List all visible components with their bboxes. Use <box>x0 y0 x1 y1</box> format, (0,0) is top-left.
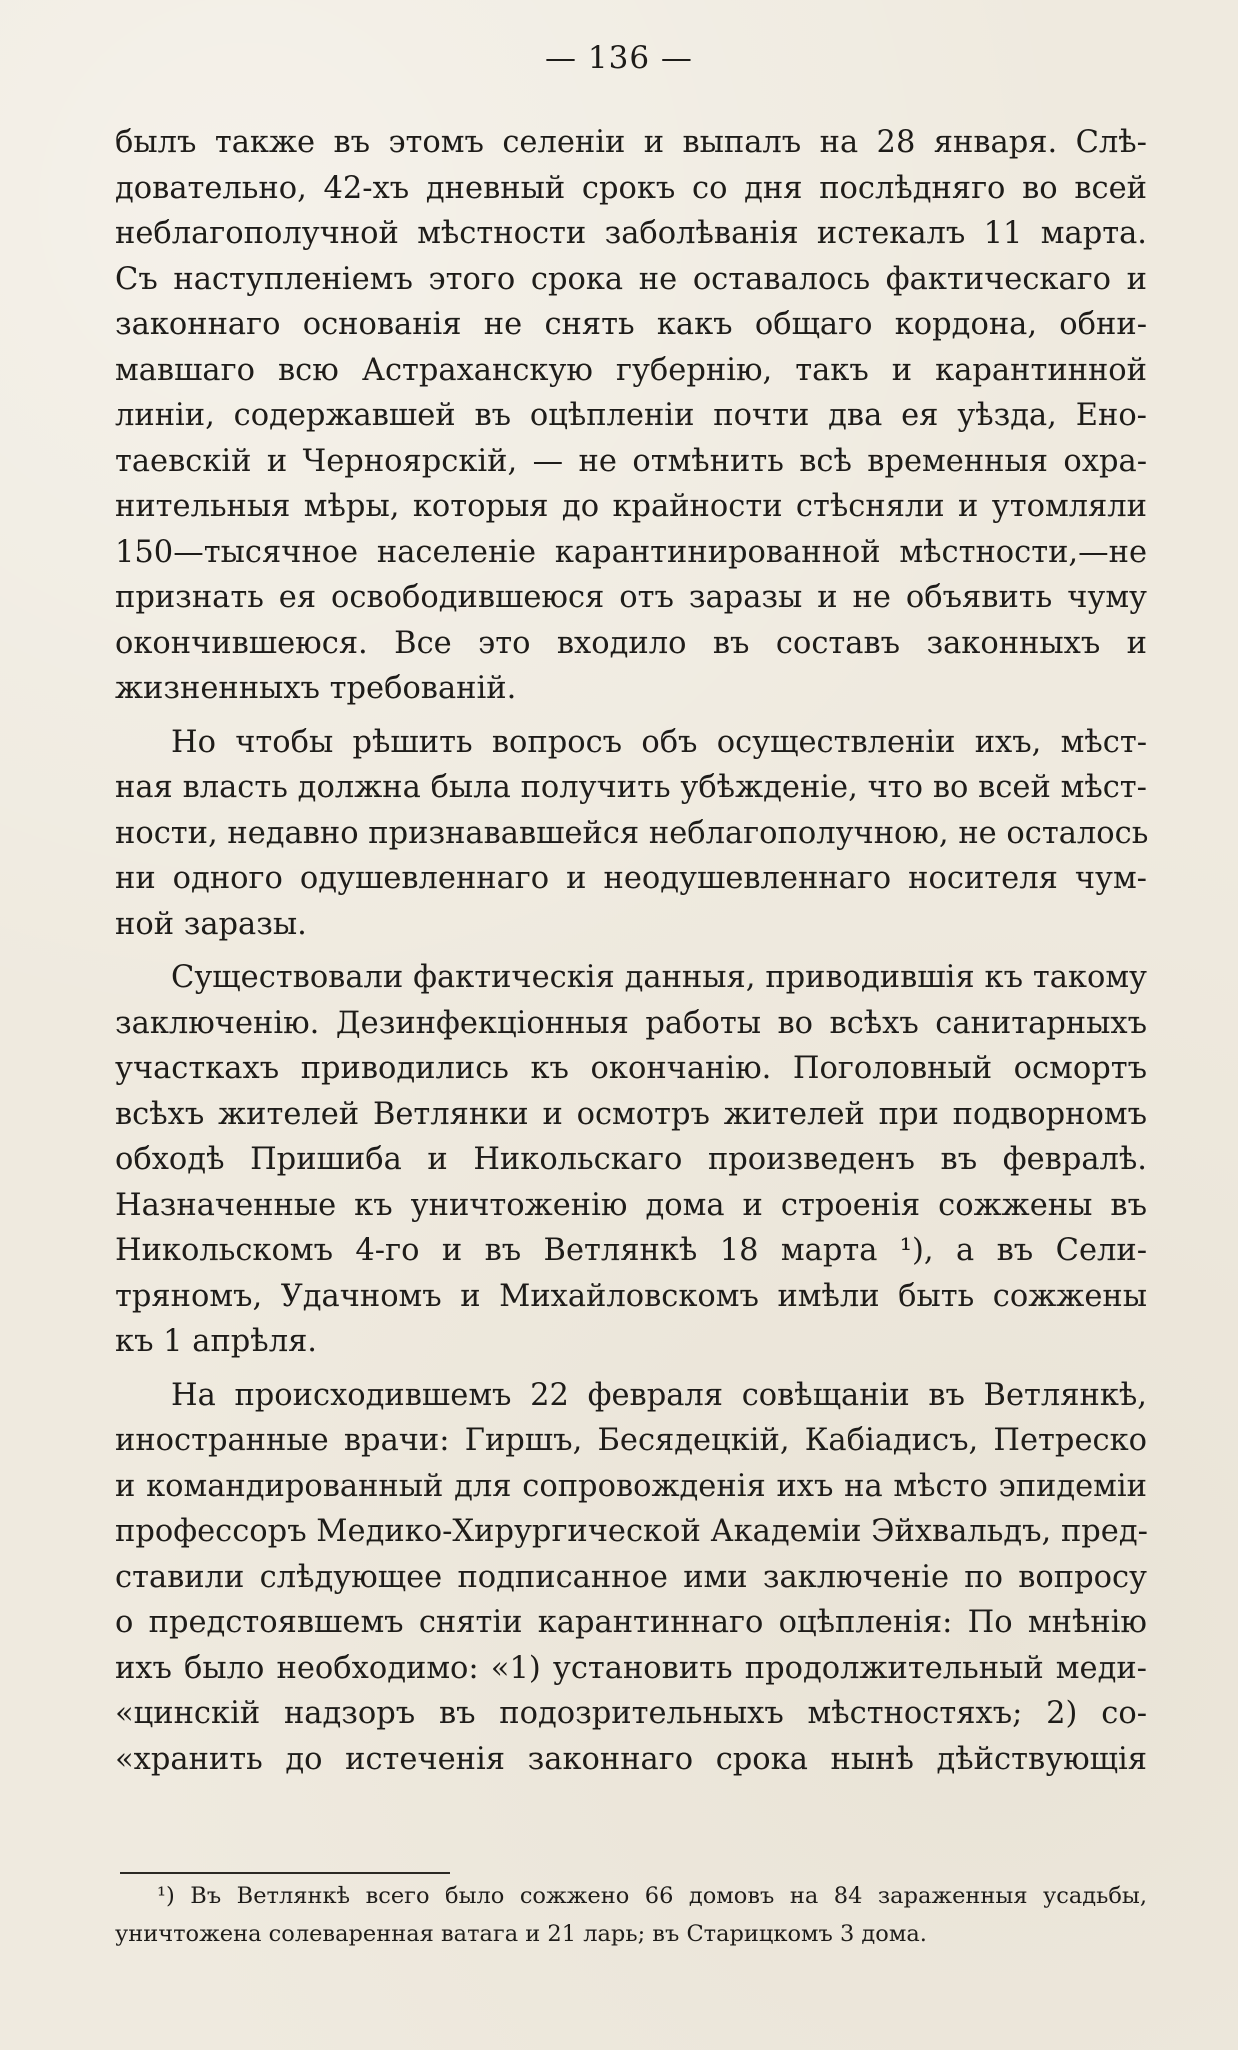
text-line: Но чтобы рѣшить вопросъ объ осуществленіи ихъ, мѣст- <box>171 724 1147 760</box>
text-line: о предстоявшемъ снятіи карантиннаго оцѣпленія: По мнѣнію <box>115 1605 1147 1640</box>
text-line: окончившеюся. Все это входило въ составъ законныхъ и <box>115 625 1147 661</box>
body-text <box>115 120 1147 1790</box>
text-line: признать ея освободившеюся отъ заразы и не объявить чуму <box>115 580 1147 615</box>
text-line: Съ наступленіемъ этого срока не оставалось фактическаго и <box>115 261 1147 297</box>
text-line: профессоръ Медико-Хирургической Академіи Эйхвальдъ, пред- <box>115 1514 1148 1549</box>
text-line: Существовали фактическія данныя, приводившія къ такому <box>171 960 1147 995</box>
paragraph <box>115 120 1147 712</box>
text-line: «хранить до истеченія законнаго срока нынѣ дѣйствующія <box>115 1741 1147 1777</box>
text-line: и командированный для сопровожденія ихъ на мѣсто эпидеміи <box>115 1468 1147 1504</box>
text-line: На происходившемъ 22 февраля совѣщаніи въ Ветлянкѣ, <box>171 1377 1147 1413</box>
text-line: жизненныхъ требованій. <box>115 671 517 706</box>
text-line: участкахъ приводились къ окончанію. Поголовный осмортъ <box>115 1051 1147 1086</box>
text-line: Назначенные къ уничтоженію дома и строенія сожжены въ <box>115 1187 1147 1223</box>
text-line: таевскій и Черноярскій, — не отмѣнить всѣ временныя охра- <box>115 443 1147 479</box>
text-line: былъ также въ этомъ селеніи и выпалъ на 28 января. Слѣ- <box>115 125 1147 160</box>
text-line: ности, недавно признававшейся неблагополучною, не осталось <box>115 815 1149 851</box>
text-line: 150—тысячное населеніе карантинированной мѣстности,—не <box>115 534 1147 570</box>
footnote-divider <box>120 1872 450 1874</box>
text-line: обходѣ Пришиба и Никольскаго произведенъ въ февралѣ. <box>115 1142 1147 1177</box>
text-line: ной заразы. <box>115 906 307 942</box>
text-line: ставили слѣдующее подписанное ими заключеніе по вопросу <box>115 1559 1147 1595</box>
text-line: ная власть должна была получить убѣжденіе, что во всей мѣст- <box>115 770 1147 805</box>
text-line: всѣхъ жителей Ветлянки и осмотръ жителей при подворномъ <box>115 1096 1147 1132</box>
text-line: иностранные врачи: Гиршъ, Бесядецкій, Кабіадисъ, Петреско <box>115 1423 1147 1458</box>
text-line: Никольскомъ 4-го и въ Ветлянкѣ 18 марта ¹), а въ Сели- <box>115 1233 1147 1268</box>
text-line: къ 1 апрѣля. <box>115 1324 318 1359</box>
paragraph <box>115 955 1147 1365</box>
text-line: ни одного одушевленнаго и неодушевленнаго носителя чум- <box>115 861 1147 896</box>
footnote-line: уничтожена солеваренная ватага и 21 ларь; въ Старицкомъ 3 дома. <box>115 1921 927 1947</box>
page-number: — 136 — <box>545 40 693 76</box>
text-line: «цинскій надзоръ въ подозрительныхъ мѣстностяхъ; 2) со- <box>115 1696 1147 1731</box>
text-line: довательно, 42-хъ дневный срокъ со дня послѣдняго во всей <box>115 170 1147 206</box>
footnote <box>115 1877 1147 1953</box>
paragraph <box>115 720 1147 948</box>
text-line: заключенію. Дезинфекціонныя работы во всѣхъ санитарныхъ <box>115 1005 1147 1041</box>
text-line: мавшаго всю Астраханскую губернію, такъ и карантинной <box>115 352 1147 388</box>
text-line: ихъ было необходимо: «1) установить продолжительный меди- <box>115 1650 1147 1686</box>
paragraph <box>115 1373 1147 1783</box>
footnote-line: ¹) Въ Ветлянкѣ всего было сожжено 66 домовъ на 84 зараженныя усадьбы, <box>157 1883 1147 1909</box>
text-line: линіи, содержавшей въ оцѣпленіи почти два ея уѣзда, Ено- <box>115 398 1147 433</box>
text-line: неблагополучной мѣстности заболѣванія истекалъ 11 марта. <box>115 216 1147 251</box>
text-line: тряномъ, Удачномъ и Михайловскомъ имѣли быть сожжены <box>115 1278 1147 1314</box>
text-line: законнаго основанія не снять какъ общаго кордона, обни- <box>115 307 1147 342</box>
text-line: нительныя мѣры, которыя до крайности стѣсняли и утомляли <box>115 489 1147 524</box>
